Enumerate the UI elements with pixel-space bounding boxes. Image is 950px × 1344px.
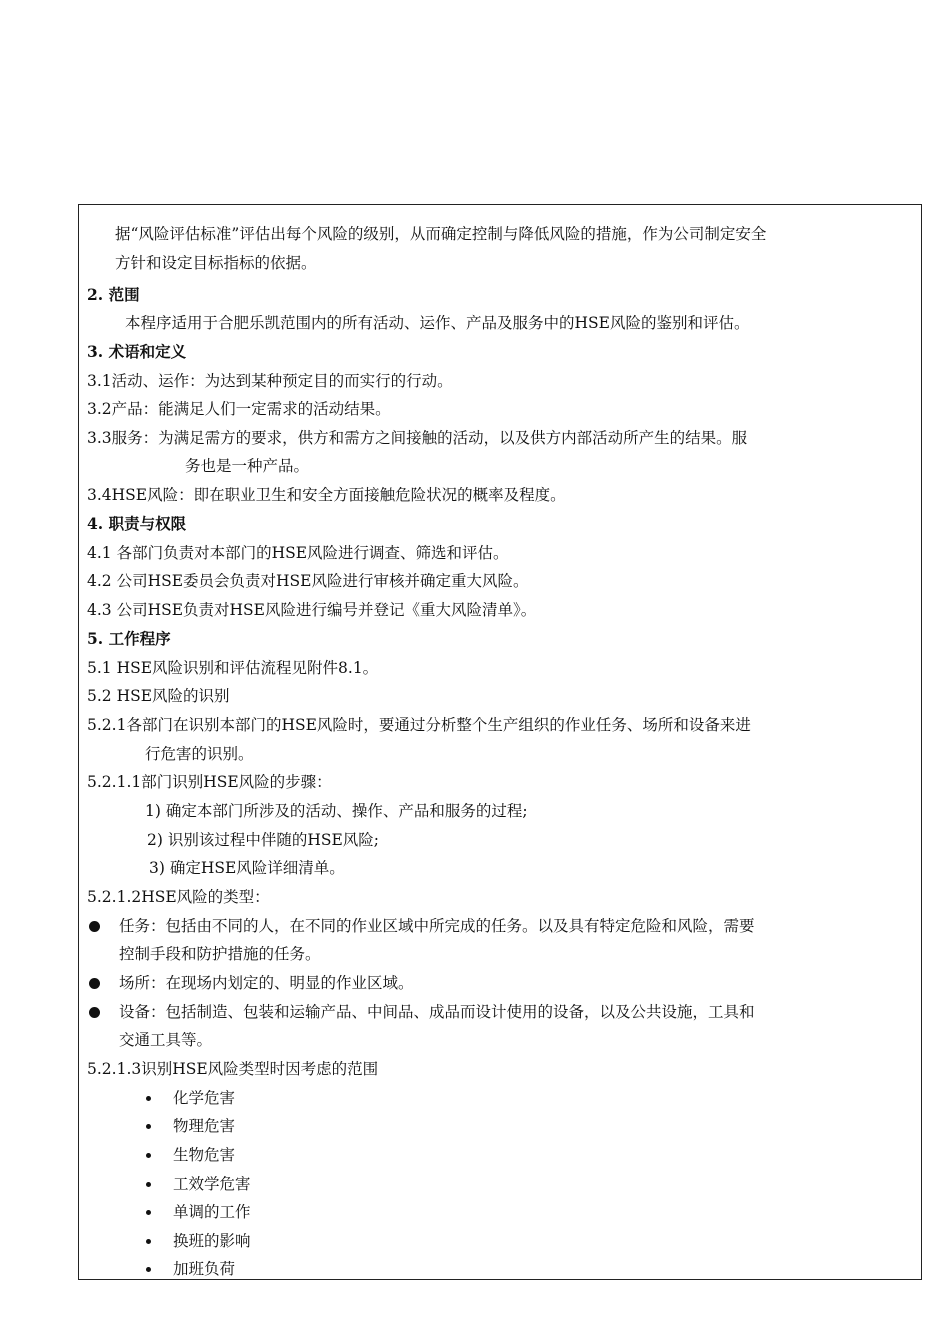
procedure-5-2-1-line-2: 行危害的识别。 bbox=[145, 745, 254, 763]
type-equipment-line-1: 设备：包括制造、包装和运输产品、中间品、成品而设计使用的设备，以及公共设施，工具和 bbox=[119, 1003, 755, 1021]
definition-3-3-line-2: 务也是一种产品。 bbox=[185, 457, 310, 475]
section-2-heading: 2. 范围 bbox=[87, 285, 140, 304]
bullet-icon bbox=[89, 1007, 100, 1018]
intro-line-1: 据“风险评估标准”评估出每个风险的级别，从而确定控制与降低风险的措施，作为公司制定安全 bbox=[115, 225, 767, 243]
bullet-icon bbox=[146, 1124, 151, 1129]
hazard-label: 化学危害 bbox=[173, 1089, 236, 1107]
hazard-label: 工效学危害 bbox=[173, 1175, 251, 1193]
hazard-label: 加班负荷 bbox=[173, 1260, 236, 1278]
section-2-body: 本程序适用于合肥乐凯范围内的所有活动、运作、产品及服务中的HSE风险的鉴别和评估。 bbox=[125, 314, 750, 332]
type-site-text: 场所：在现场内划定的、明显的作业区域。 bbox=[119, 974, 414, 992]
procedure-5-1: 5.1 HSE风险识别和评估流程见附件8.1。 bbox=[87, 659, 379, 677]
type-equipment-line-2: 交通工具等。 bbox=[119, 1031, 213, 1049]
bullet-icon bbox=[146, 1153, 151, 1158]
bullet-icon bbox=[89, 978, 100, 989]
hazard-label: 物理危害 bbox=[173, 1117, 236, 1135]
section-3-heading: 3. 术语和定义 bbox=[87, 342, 187, 361]
procedure-5-2-1-3: 5.2.1.3识别HSE风险类型时因考虑的范围 bbox=[87, 1060, 379, 1078]
definition-3-4: 3.4HSE风险：即在职业卫生和安全方面接触危险状况的概率及程度。 bbox=[87, 486, 566, 504]
responsibility-4-2: 4.2 公司HSE委员会负责对HSE风险进行审核并确定重大风险。 bbox=[87, 572, 529, 590]
step-2: 2) 识别该过程中伴随的HSE风险; bbox=[147, 831, 380, 849]
bullet-icon bbox=[146, 1182, 151, 1187]
definition-3-1: 3.1活动、运作：为达到某种预定目的而实行的行动。 bbox=[87, 372, 453, 390]
procedure-5-2: 5.2 HSE风险的识别 bbox=[87, 687, 230, 705]
responsibility-4-3: 4.3 公司HSE负责对HSE风险进行编号并登记《重大风险清单》。 bbox=[87, 601, 537, 619]
section-4-heading: 4. 职责与权限 bbox=[87, 514, 187, 533]
hazard-label: 生物危害 bbox=[173, 1146, 236, 1164]
responsibility-4-1: 4.1 各部门负责对本部门的HSE风险进行调查、筛选和评估。 bbox=[87, 544, 509, 562]
bullet-icon bbox=[146, 1096, 151, 1101]
step-1: 1) 确定本部门所涉及的活动、操作、产品和服务的过程; bbox=[145, 802, 528, 820]
step-3: 3) 确定HSE风险详细清单。 bbox=[149, 859, 345, 877]
type-task-line-2: 控制手段和防护措施的任务。 bbox=[119, 945, 321, 963]
hazard-label: 单调的工作 bbox=[173, 1203, 251, 1221]
bullet-icon bbox=[146, 1210, 151, 1215]
procedure-5-2-1-1: 5.2.1.1部门识别HSE风险的步骤： bbox=[87, 773, 332, 791]
definition-3-3-line-1: 3.3服务：为满足需方的要求，供方和需方之间接触的活动，以及供方内部活动所产生的结果。服 bbox=[87, 429, 748, 447]
section-5-heading: 5. 工作程序 bbox=[87, 629, 171, 648]
document-frame bbox=[78, 204, 922, 1280]
hazard-label: 换班的影响 bbox=[173, 1232, 251, 1250]
bullet-icon bbox=[146, 1239, 151, 1244]
type-task-line-1: 任务：包括由不同的人，在不同的作业区域中所完成的任务。以及具有特定危险和风险，需要 bbox=[119, 917, 755, 935]
bullet-icon bbox=[146, 1267, 151, 1272]
bullet-icon bbox=[89, 921, 100, 932]
procedure-5-2-1-line-1: 5.2.1各部门在识别本部门的HSE风险时，要通过分析整个生产组织的作业任务、场所和设备来进 bbox=[87, 716, 751, 734]
definition-3-2: 3.2产品：能满足人们一定需求的活动结果。 bbox=[87, 400, 391, 418]
procedure-5-2-1-2: 5.2.1.2HSE风险的类型： bbox=[87, 888, 270, 906]
intro-line-2: 方针和设定目标指标的依据。 bbox=[115, 254, 317, 272]
